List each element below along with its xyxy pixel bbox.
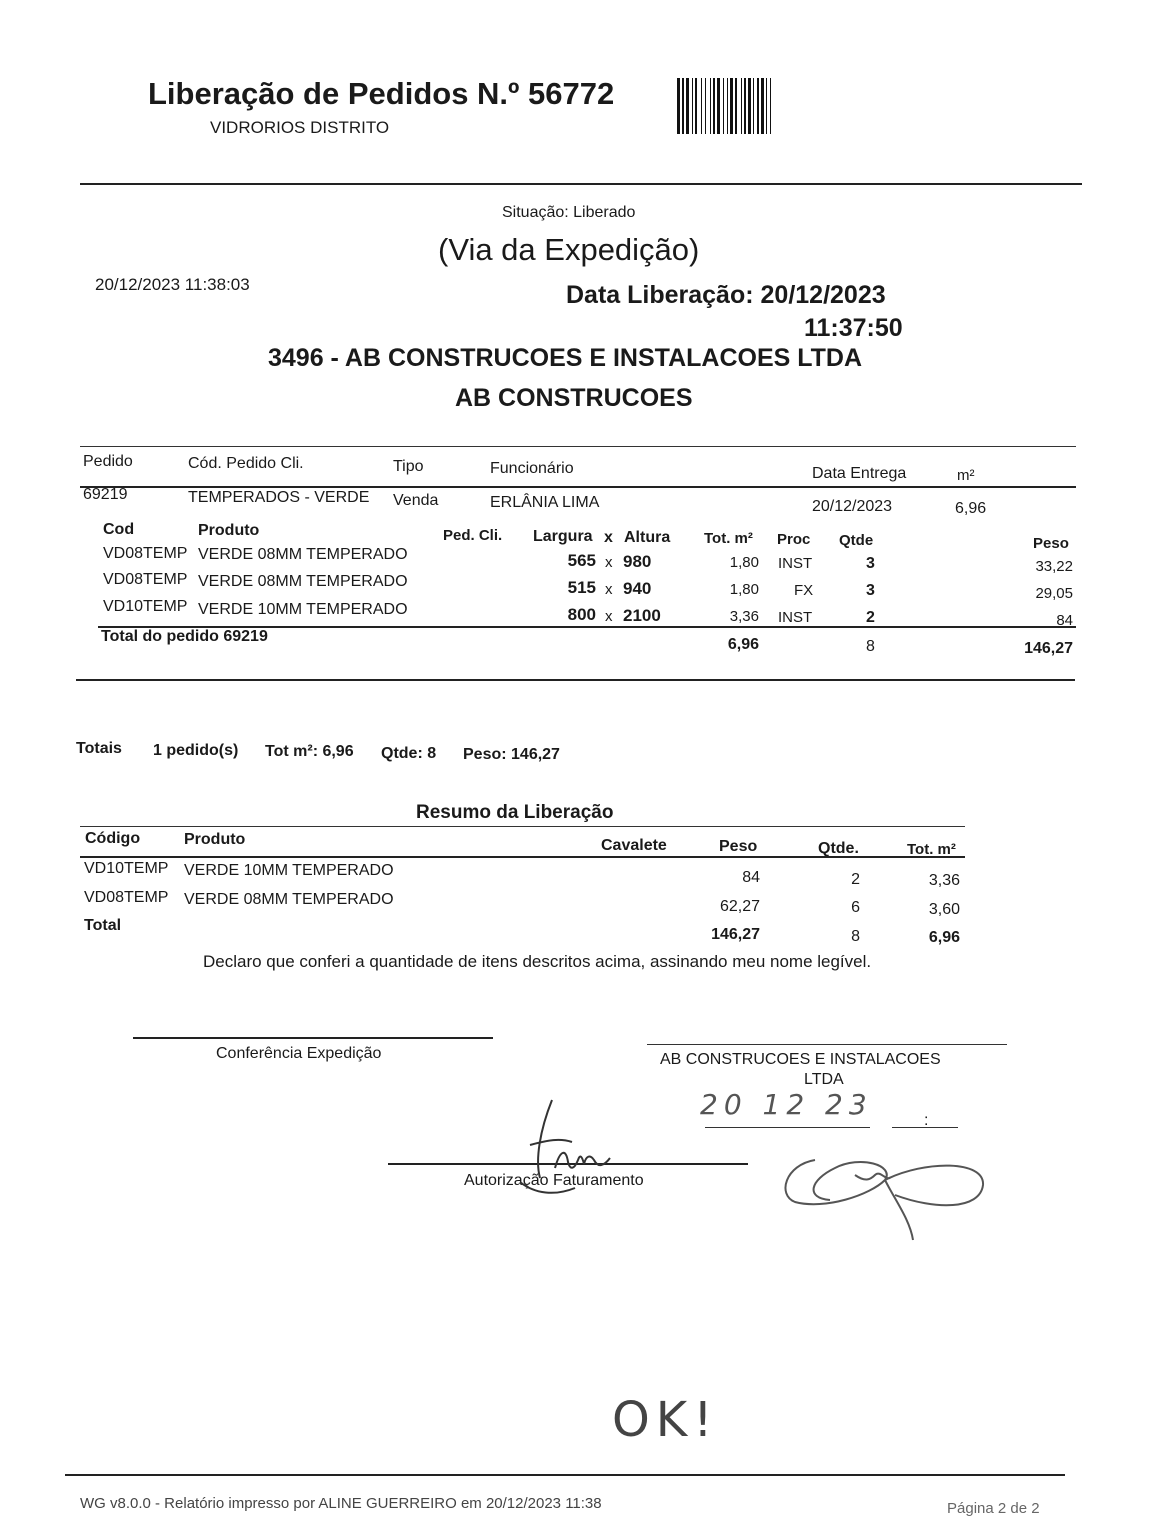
order-pedido: 69219 <box>83 486 128 503</box>
item-row-3-produto: VERDE 10MM TEMPERADO <box>198 601 408 618</box>
print-datetime: 20/12/2023 11:38:03 <box>95 275 250 294</box>
item-row-3-qtde: 2 <box>866 609 875 626</box>
col-funcionario-header: Funcionário <box>490 460 574 477</box>
item-col-x-header: x <box>604 529 613 546</box>
report-title: Liberação de Pedidos N.º 56772 <box>148 76 615 111</box>
item-col-ped-cli-header: Ped. Cli. <box>443 527 503 544</box>
order-header-line <box>80 486 1076 488</box>
item-row-1-peso: 33,22 <box>1035 558 1073 575</box>
col-tipo-header: Tipo <box>393 458 424 475</box>
item-row-2-cod: VD08TEMP <box>103 571 188 588</box>
resumo-col-tot-m2-header: Tot. m² <box>907 841 956 858</box>
col-cod-pedido-cli-header: Cód. Pedido Cli. <box>188 455 304 472</box>
item-row-3-proc: INST <box>778 609 813 626</box>
resumo-total-qtde: 8 <box>851 928 860 945</box>
resumo-header-line <box>80 856 965 858</box>
resumo-total-label: Total <box>84 917 122 934</box>
resumo-row-2-tot-m2: 3,60 <box>928 901 960 918</box>
resumo-row-2-qtde: 6 <box>851 899 860 916</box>
item-col-peso-header: Peso <box>1033 535 1069 552</box>
footer-page-number: Página 2 de 2 <box>947 1500 1040 1517</box>
item-row-3-cod: VD10TEMP <box>103 598 188 615</box>
handwritten-signature-aline <box>500 1090 640 1200</box>
order-total-qtde: 8 <box>866 638 875 655</box>
resumo-col-cavalete-header: Cavalete <box>601 837 667 854</box>
resumo-row-1-codigo: VD10TEMP <box>84 860 169 877</box>
data-liberacao-label: Data Liberação: <box>566 281 754 309</box>
resumo-row-2-produto: VERDE 08MM TEMPERADO <box>184 891 394 908</box>
footer-divider <box>65 1474 1065 1476</box>
order-total-tot-m2: 6,96 <box>727 636 759 653</box>
data-liberacao-time: 11:37:50 <box>804 314 903 342</box>
footer-printed-by: WG v8.0.0 - Relatório impresso por ALINE GUERREIRO em 20/12/2023 11:38 <box>80 1495 602 1512</box>
item-row-1-proc: INST <box>778 555 813 572</box>
totais-peso: Peso: 146,27 <box>463 746 560 763</box>
item-row-2-altura: 940 <box>623 579 652 598</box>
autorizacao-label: Autorização Faturamento <box>464 1172 644 1189</box>
client-name: 3496 - AB CONSTRUCOES E INSTALACOES LTDA <box>268 344 863 372</box>
order-funcionario: ERLÂNIA LIMA <box>490 494 600 511</box>
order-cod-pedido-cli: TEMPERADOS - VERDE <box>188 489 370 506</box>
resumo-col-codigo-header: Código <box>85 830 141 847</box>
resumo-row-2-codigo: VD08TEMP <box>84 889 169 906</box>
resumo-title: Resumo da Liberação <box>416 802 614 823</box>
order-tipo: Venda <box>393 492 439 509</box>
item-row-2-peso: 29,05 <box>1035 585 1073 602</box>
order-table-bottom-line <box>76 679 1075 681</box>
item-row-2-qtde: 3 <box>866 582 875 599</box>
item-row-1-cod: VD08TEMP <box>103 545 188 562</box>
item-col-qtde-header: Qtde <box>839 532 874 549</box>
resumo-row-1-produto: VERDE 10MM TEMPERADO <box>184 862 394 879</box>
resumo-total-peso: 146,27 <box>711 926 760 943</box>
report-subtitle: VIDRORIOS DISTRITO <box>210 118 390 137</box>
item-row-3-largura: 800 <box>567 605 596 624</box>
item-row-3-altura: 2100 <box>623 606 661 625</box>
item-row-3-peso: 84 <box>1056 612 1073 629</box>
item-col-altura-header: Altura <box>624 529 671 546</box>
resumo-top-line <box>80 826 965 827</box>
client-short-name: AB CONSTRUCOES <box>455 384 693 412</box>
date-underline <box>705 1127 870 1128</box>
item-col-cod-header: Cod <box>103 521 135 538</box>
item-row-2-produto: VERDE 08MM TEMPERADO <box>198 573 408 590</box>
order-total-peso: 146,27 <box>1024 640 1073 657</box>
resumo-row-1-qtde: 2 <box>851 871 860 888</box>
totais-pedidos: 1 pedido(s) <box>153 742 239 759</box>
item-row-1-qtde: 3 <box>866 555 875 572</box>
item-row-1-tot-m2: 1,80 <box>729 554 759 571</box>
header-divider <box>80 183 1082 185</box>
conferencia-label: Conferência Expedição <box>216 1045 382 1062</box>
date-separator: : <box>924 1112 929 1129</box>
totais-tot-m2: Tot m²: 6,96 <box>265 743 354 760</box>
col-m2-header: m² <box>957 467 975 484</box>
item-row-2-proc: FX <box>794 582 814 599</box>
order-data-entrega: 20/12/2023 <box>812 498 893 515</box>
via-label: (Via da Expedição) <box>438 232 700 267</box>
col-data-entrega-header: Data Entrega <box>812 465 907 482</box>
item-col-produto-header: Produto <box>198 522 260 539</box>
situacao-label: Situação: Liberado <box>502 204 636 221</box>
order-total-label: Total do pedido 69219 <box>101 628 268 645</box>
handwritten-ok: OK! <box>612 1392 719 1448</box>
order-m2: 6,96 <box>955 500 987 517</box>
order-table-top-line <box>80 446 1076 447</box>
company-signature-line <box>647 1044 1007 1045</box>
item-col-largura-header: Largura <box>533 528 593 545</box>
company-sign-line1: AB CONSTRUCOES E INSTALACOES <box>660 1051 941 1068</box>
item-col-tot-m2-header: Tot. m² <box>704 530 753 547</box>
resumo-row-1-peso: 84 <box>742 869 760 886</box>
totais-qtde: Qtde: 8 <box>381 745 437 762</box>
resumo-total-tot-m2: 6,96 <box>928 929 960 946</box>
barcode-icon <box>677 78 853 134</box>
item-row-1-x: x <box>605 554 613 571</box>
resumo-row-1-tot-m2: 3,36 <box>928 872 960 889</box>
item-row-2-largura: 515 <box>567 578 596 597</box>
conferencia-signature-line <box>133 1037 493 1039</box>
item-row-3-tot-m2: 3,36 <box>729 608 759 625</box>
item-col-proc-header: Proc <box>777 531 811 548</box>
item-row-2-x: x <box>605 581 613 598</box>
data-liberacao <box>566 281 886 310</box>
resumo-col-produto-header: Produto <box>184 831 246 848</box>
item-row-1-largura: 565 <box>567 551 596 570</box>
handwritten-date: 20 12 23 <box>700 1088 873 1121</box>
declaration-text: Declaro que conferi a quantidade de itens descritos acima, assinando meu nome legível. <box>203 952 872 971</box>
col-pedido-header: Pedido <box>83 453 133 470</box>
resumo-col-peso-header: Peso <box>719 838 758 855</box>
company-sign-line2: LTDA <box>804 1071 844 1088</box>
item-row-2-tot-m2: 1,80 <box>729 581 759 598</box>
resumo-col-qtde-header: Qtde. <box>818 840 859 857</box>
item-row-1-produto: VERDE 08MM TEMPERADO <box>198 546 408 563</box>
item-row-1-altura: 980 <box>623 552 652 571</box>
data-liberacao-date: 20/12/2023 <box>760 281 886 309</box>
item-row-3-x: x <box>605 608 613 625</box>
resumo-row-2-peso: 62,27 <box>719 898 760 915</box>
totais-label: Totais <box>76 740 122 757</box>
handwritten-signature-client <box>775 1140 995 1255</box>
